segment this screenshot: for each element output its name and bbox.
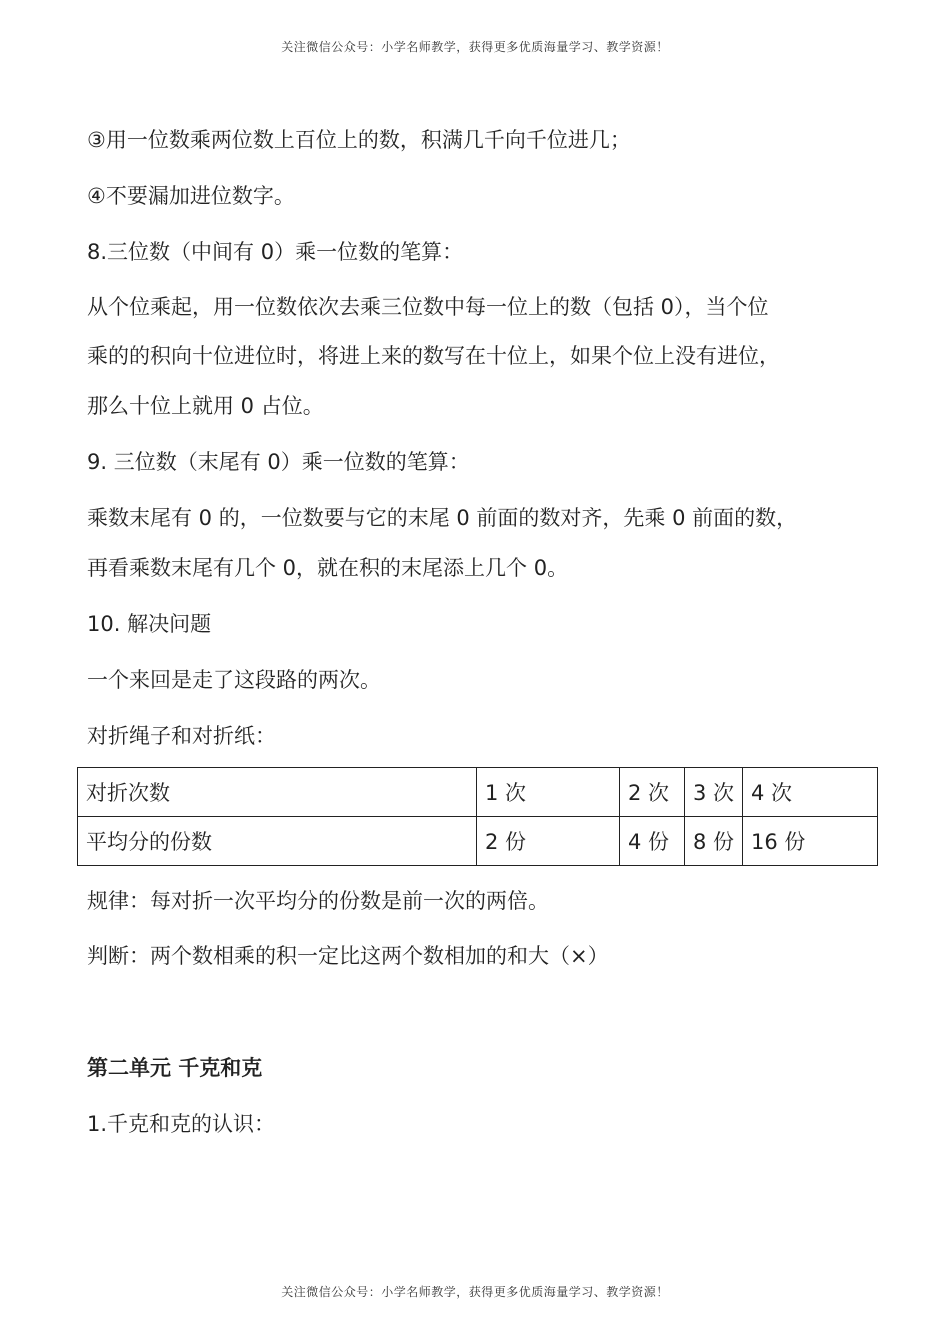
section-heading-10: 10. 解决问题 [87, 612, 212, 636]
table-row [78, 768, 878, 817]
section-heading-9: 9. 三位数（末尾有 0）乘一位数的笔算： [87, 450, 470, 474]
page-header: 关注微信公众号：小学名师教学，获得更多优质海量学习、教学资源！ [281, 40, 669, 54]
table-row [78, 817, 878, 866]
unit-heading: 第二单元 千克和克 [87, 1056, 263, 1080]
folding-table [77, 767, 878, 866]
paragraph-line-5: 乘的的积向十位进位时，将进上来的数写在十位上，如果个位上没有进位， [87, 344, 780, 368]
table-cell: 1 次 [477, 768, 620, 817]
table-cell: 对折次数 [78, 768, 477, 817]
table-cell: 2 份 [477, 817, 620, 866]
table-cell: 平均分的份数 [78, 817, 477, 866]
table-cell: 4 次 [743, 768, 878, 817]
paragraph-line-13: 规律：每对折一次平均分的份数是前一次的两倍。 [87, 889, 549, 913]
table-cell: 16 份 [743, 817, 878, 866]
section-heading-1: 1.千克和克的认识： [87, 1112, 276, 1136]
paragraph-line-1: ③用一位数乘两位数上百位上的数，积满几千向千位进几； [87, 128, 631, 152]
paragraph-line-12: 对折绳子和对折纸： [87, 724, 276, 748]
page-footer: 关注微信公众号：小学名师教学，获得更多优质海量学习、教学资源！ [281, 1285, 669, 1299]
table-cell: 8 份 [685, 817, 743, 866]
paragraph-line-4: 从个位乘起，用一位数依次去乘三位数中每一位上的数（包括 0），当个位 [87, 295, 769, 319]
paragraph-line-2: ④不要漏加进位数字。 [87, 184, 295, 208]
paragraph-line-9: 再看乘数末尾有几个 0，就在积的末尾添上几个 0。 [87, 556, 569, 580]
table-cell: 4 份 [620, 817, 685, 866]
table-cell: 2 次 [620, 768, 685, 817]
table-cell: 3 次 [685, 768, 743, 817]
section-heading-8: 8.三位数（中间有 0）乘一位数的笔算： [87, 240, 464, 264]
paragraph-line-11: 一个来回是走了这段路的两次。 [87, 668, 381, 692]
paragraph-line-8: 乘数末尾有 0 的，一位数要与它的末尾 0 前面的数对齐，先乘 0 前面的数， [87, 506, 798, 530]
paragraph-line-6: 那么十位上就用 0 占位。 [87, 394, 324, 418]
paragraph-line-14: 判断：两个数相乘的积一定比这两个数相加的和大（×） [87, 944, 609, 968]
